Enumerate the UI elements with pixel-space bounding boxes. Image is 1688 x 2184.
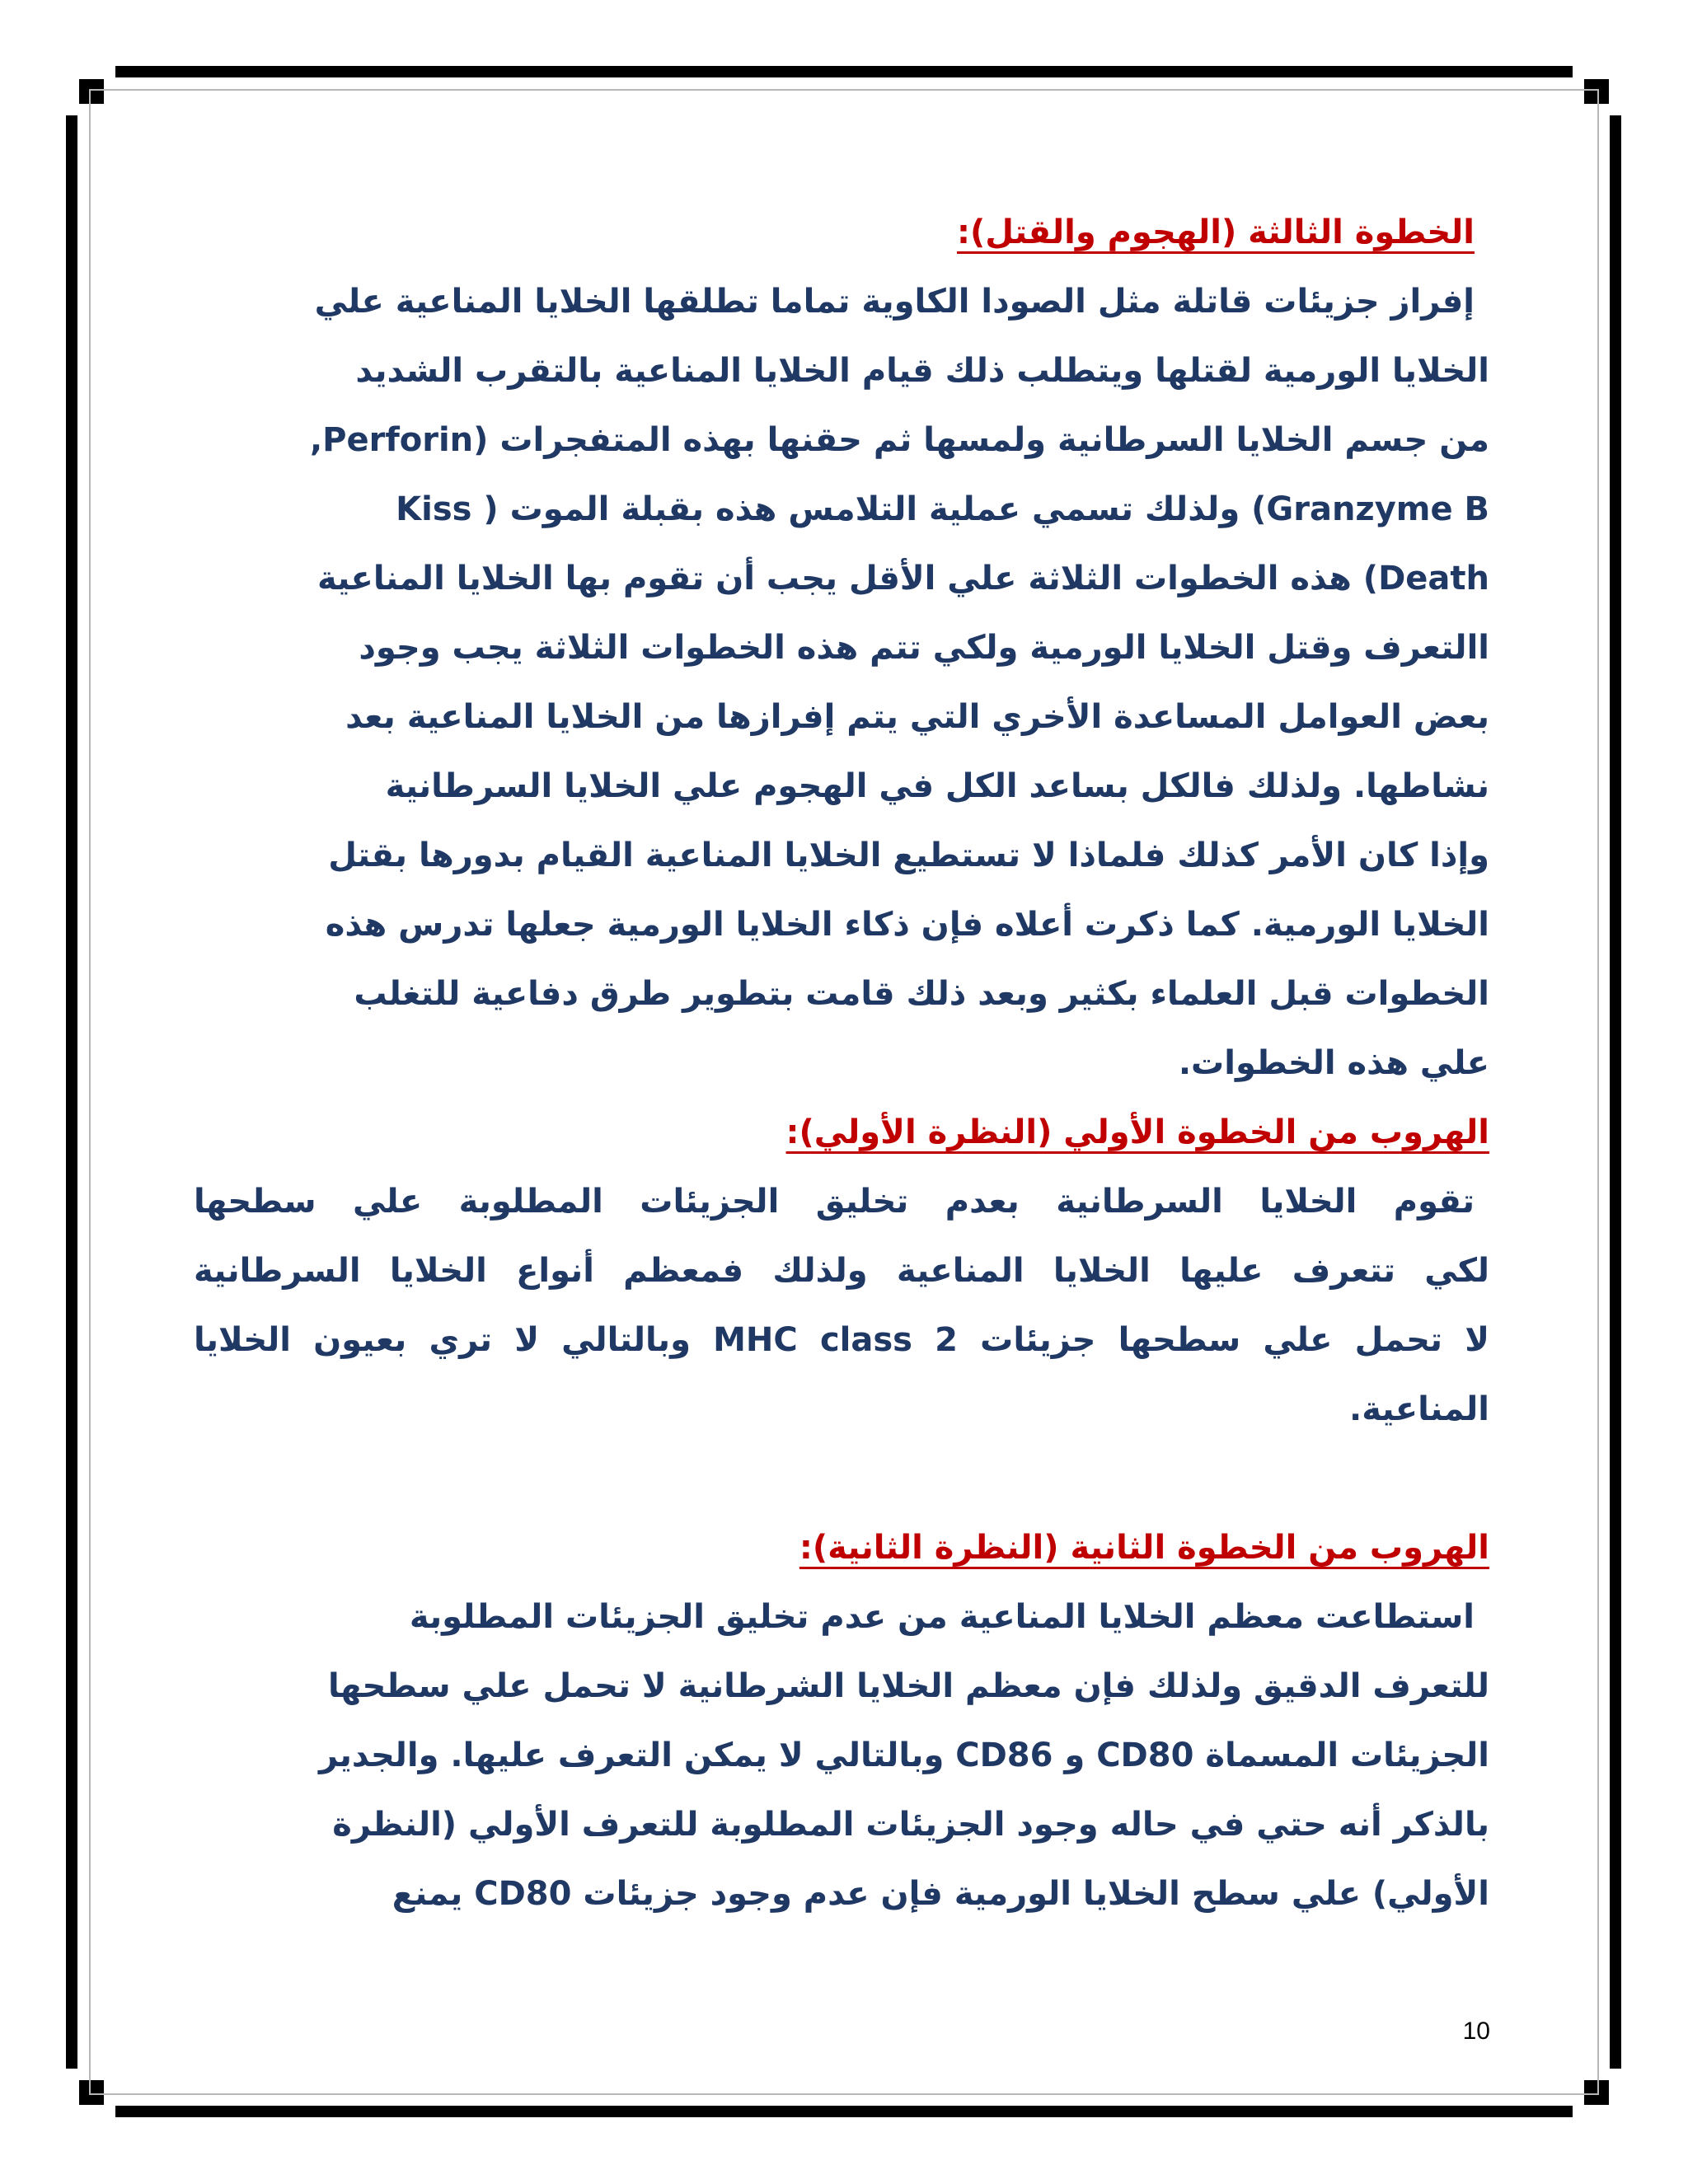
paragraph-line: نشاطها. ولذلك فالكل بساعد الكل في الهجوم علي الخلايا السرطانية [385,767,1489,805]
paragraph-line: الخلايا الورمية لقتلها ويتطلب ذلك قيام الخلايا المناعية بالتقرب الشديد [355,352,1489,390]
paragraph-line: الخلايا الورمية. كما ذكرت أعلاه فإن ذكاء الخلايا الورمية جعلها تدرس هذه [325,906,1489,944]
paragraph-line: االتعرف وقتل الخلايا الورمية ولكي تتم هذه الخطوات الثلاثة يجب وجود [359,629,1489,667]
paragraph-line: Granzyme B) ولذلك تسمي عملية التلامس هذه بقبلة الموت ( Kiss [396,490,1489,528]
paragraph-spacer [194,1444,1489,1513]
paragraph-line: المناعية. [1349,1390,1489,1428]
border-bottom-bar [115,2106,1573,2117]
paragraph-line: للتعرف الدقيق ولذلك فإن معظم الخلايا الشرطانية لا تحمل علي سطحها [328,1667,1489,1705]
page-number: 10 [1462,2018,1490,2045]
section-third-step [194,198,1489,1098]
section-heading: الهروب من الخطوة الأولي (النظرة الأولي): [785,1113,1489,1151]
paragraph-line: الأولي) علي سطح الخلايا الورمية فإن عدم وجود جزيئات CD80 يمنع [392,1875,1489,1913]
paragraph-line: Death) هذه الخطوات الثلاثة علي الأقل يجب أن تقوم بها الخلايا المناعية [316,560,1489,598]
paragraph-line: علي هذه الخطوات. [1178,1044,1489,1082]
paragraph-line: تقوم الخلايا السرطانية بعدم تخليق الجزيئات المطلوبة علي سطحها [194,1183,1475,1221]
section-escape-second-step [194,1513,1489,1929]
section-heading: الهروب من الخطوة الثانية (النظرة الثانية): [799,1529,1489,1567]
paragraph-line: من جسم الخلايا السرطانية ولمسها ثم حقنها بهذه المتفجرات (Perforin, [309,421,1489,459]
section-escape-first-step [194,1098,1489,1444]
paragraph-line: إفراز جزيئات قاتلة مثل الصودا الكاوية تماما تطلقها الخلايا المناعية علي [314,283,1475,321]
paragraph-line: استطاعت معظم الخلايا المناعية من عدم تخليق الجزيئات المطلوبة [409,1598,1475,1636]
paragraph-line: بعض العوامل المساعدة الأخري التي يتم إفرازها من الخلايا المناعية بعد [345,698,1489,736]
section-paragraph [194,1167,1489,1444]
section-paragraph [194,1582,1489,1929]
paragraph-line: الجزيئات المسماة CD80 و CD86 وبالتالي لا يمكن التعرف عليها. والجدير [319,1736,1489,1774]
section-heading: الخطوة الثالثة (الهجوم والقتل): [956,213,1475,251]
section-paragraph [194,267,1489,1098]
border-top-bar [115,66,1573,77]
paragraph-line: وإذا كان الأمر كذلك فلماذا لا تستطيع الخلايا المناعية القيام بدورها بقتل [328,837,1489,874]
document-body [194,198,1489,1929]
border-right-bar [1610,115,1621,2069]
paragraph-line: بالذكر أنه حتي في حاله وجود الجزيئات المطلوبة للتعرف الأولي (النظرة [332,1806,1489,1844]
paragraph-line: لا تحمل علي سطحها جزيئات MHC class 2 وبالتالي لا تري بعيون الخلايا [194,1321,1489,1359]
paragraph-line: لكي تتعرف عليها الخلايا المناعية ولذلك فمعظم أنواع الخلايا السرطانية [194,1252,1489,1290]
paragraph-line: الخطوات قبل العلماء بكثير وبعد ذلك قامت بتطوير طرق دفاعية للتغلب [354,975,1489,1013]
border-left-bar [66,115,77,2069]
